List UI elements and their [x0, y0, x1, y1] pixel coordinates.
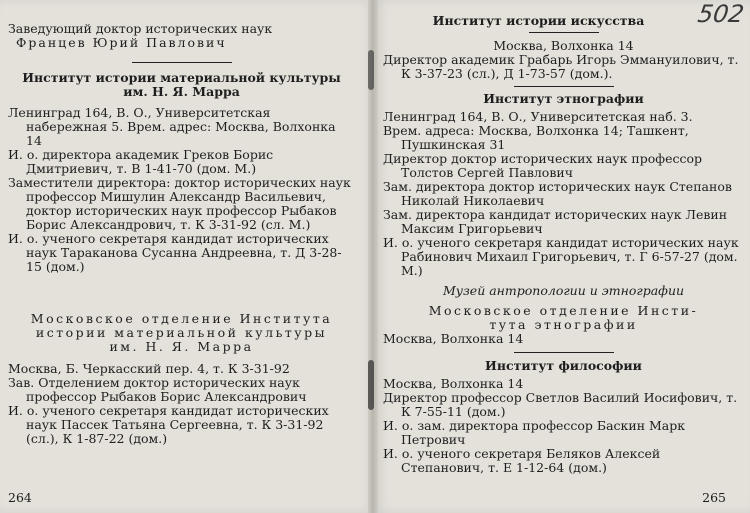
deputy: Зам. директора кандидат исторических наук Левин Максим Григорьевич [383, 207, 728, 236]
section-title: Институт философии [485, 358, 642, 373]
secretary: И. о. ученого секретаря кандидат исторических наук Тараканова Сусанна Андреевна, т. Д 3-28-15 (дом.) [8, 231, 342, 274]
secretary: И. о. ученого секретаря кандидат исторических наук Рабинович Михаил Григорьевич, т. Г 6-57-27 (дом. М.) [383, 235, 739, 278]
head-text-line: Заведующий доктор исторических наук [8, 21, 273, 36]
address: Москва, Волхонка 14 [383, 331, 524, 346]
secretary: И. о. ученого секретаря кандидат исторических наук Пассек Татьяна Сергеевна, т. К 3-31-92 (сл.), К 1-87-22 (дом.) [8, 403, 329, 446]
divider [529, 32, 599, 33]
gutter-shadow [368, 50, 374, 90]
director: Директор академик Грабарь Игорь Эммануилович, т. К 3-37-23 (сл.), Д 1-73-57 (дом.). [383, 52, 739, 81]
address: Ленинград 164, В. О., Университетская набережная 5. Врем. адрес: Москва, Волхонка 14 [8, 105, 336, 148]
branch-title: Московское отделение Института [30, 311, 333, 326]
deputy: Зам. директора доктор исторических наук Степанов Николай Николаевич [383, 179, 732, 208]
address: Москва, Волхонка 14 [493, 38, 634, 53]
page-number: 265 [702, 490, 726, 505]
branch-title: им. Н. Я. Марра [109, 339, 254, 354]
deputies: Заместители директора: доктор исторических наук профессор Мишулин Александр Васильевич, доктор исторических наук профессор Рыбаков Борис Александрович, т. К 3-31-92 (сл. М.) [8, 175, 351, 232]
museum-title: Музей антропологии и этнографии [442, 283, 685, 298]
address: Москва, Б. Черкасский пер. 4, т. К 3-31-92 [8, 361, 290, 376]
section-title: Институт истории искусства [432, 13, 645, 28]
head-name-line: Францев Юрий Павлович [16, 35, 227, 50]
branch-title: Московское отделение Инсти- [428, 303, 699, 318]
divider [132, 62, 232, 63]
gutter-shadow [368, 360, 374, 410]
section-title: им. Н. Я. Марра [123, 84, 240, 99]
branch-title: тута этнографии [489, 317, 638, 332]
branch-title: истории материальной культуры [35, 325, 328, 340]
section-title: Институт истории материальной культуры [22, 70, 341, 85]
divider [514, 86, 614, 87]
address: Москва, Волхонка 14 [383, 376, 524, 391]
director: Директор доктор исторических наук профессор Толстов Сергей Павлович [383, 151, 703, 180]
secretary: И. о. ученого секретаря Беляков Алексей Степанович, т. Е 1-12-64 (дом.) [383, 446, 661, 475]
right-page [375, 0, 750, 513]
address: Ленинград 164, В. О., Университетская наб. 3. [383, 109, 693, 124]
divider [514, 352, 614, 353]
page-number: 264 [8, 490, 32, 505]
section-title: Институт этнографии [483, 91, 644, 106]
address: Врем. адреса: Москва, Волхонка 14; Ташкент, Пушкинская 31 [383, 123, 689, 152]
deputy: И. о. зам. директора профессор Баскин Марк Петрович [383, 418, 686, 447]
handwritten-number: 502 [696, 0, 746, 28]
director: Директор профессор Светлов Василий Иосифович, т. К 7-55-11 (дом.) [383, 390, 738, 419]
director: И. о. директора академик Греков Борис Дмитриевич, т. В 1-41-70 (дом. М.) [8, 147, 274, 176]
head: Зав. Отделением доктор исторических наук профессор Рыбаков Борис Александрович [8, 375, 307, 404]
